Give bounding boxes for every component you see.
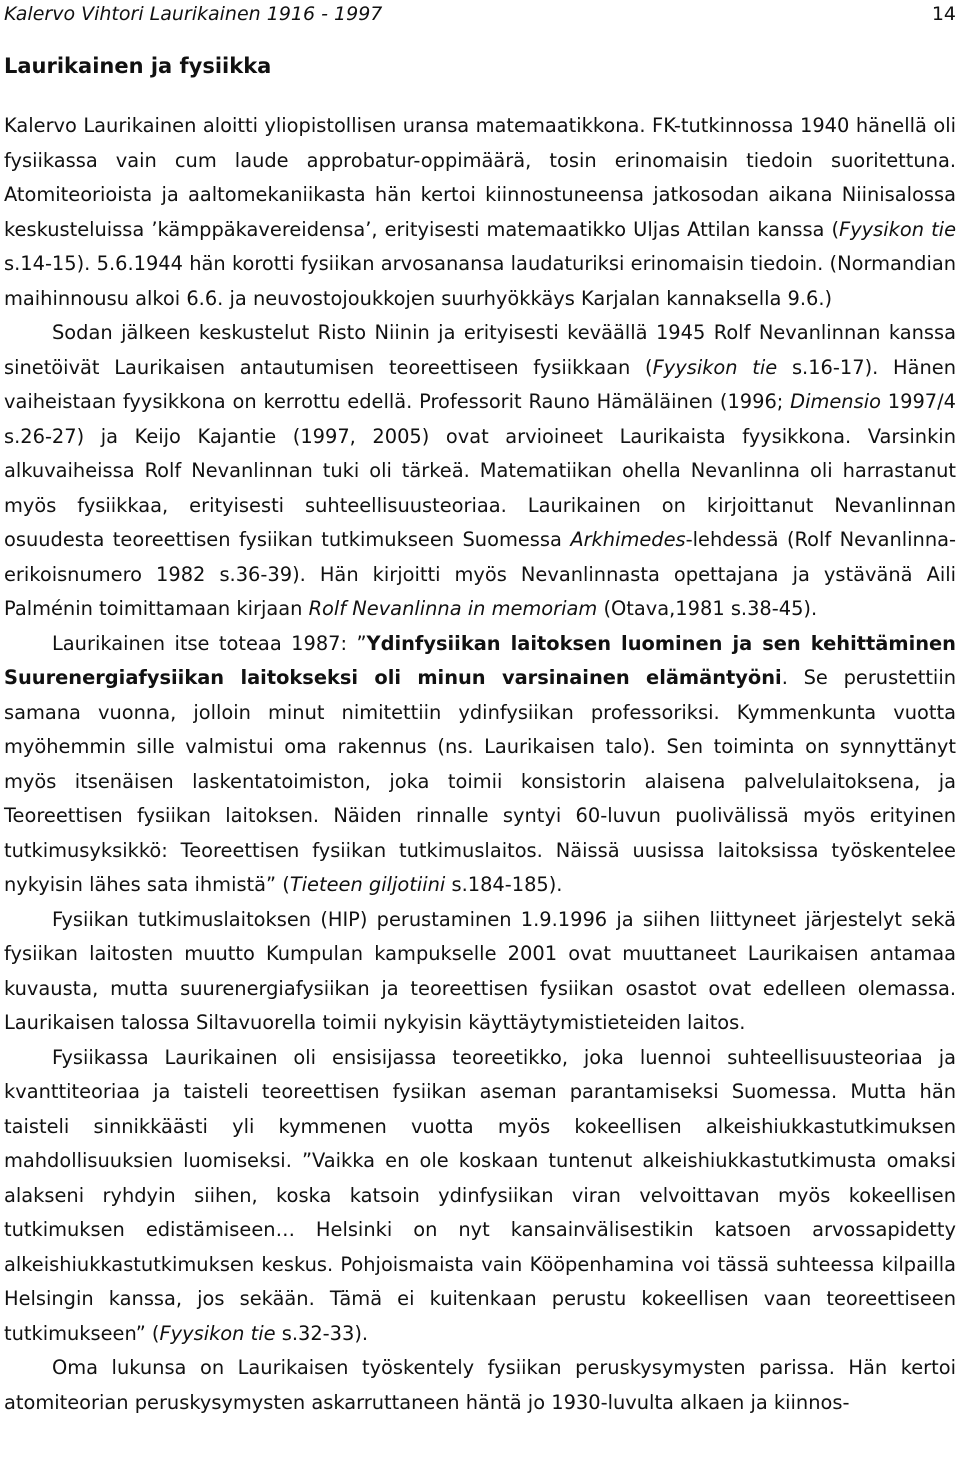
paragraph-4 — [4, 903, 956, 1041]
text-run: Kalervo Laurikainen aloitti yliopistollisen uransa matemaatikkona. FK-tutkinnossa 1940 hänellä oli fysiikassa vain cum laude approbatur-oppimäärä, tosin erinomaisin tiedoin suoritettuna. Atomiteorioista ja aaltomekaniikasta hän kertoi kiinnostuneensa jatkosodan aikana Niinisalossa keskusteluissa ’kämppäkavereidensa’, erityisesti matemaatikko Uljas Attilan kanssa ( — [4, 114, 956, 241]
text-run: Oma lukunsa on Laurikaisen työskentely fysiikan peruskysymysten parissa. Hän kertoi atomiteorian peruskysymysten askarruttaneen häntä jo 1930-luvulta alkaen ja kiinnos- — [4, 1356, 956, 1414]
text-run: 1997/4 s.26-27) ja Keijo Kajantie (1997, 2005) ovat arvioineet Laurikaista fyysikkona. Varsinkin alkuvaiheissa Rolf Nevanlinnan tuki oli tärkeä. Matematiikan ohella Nevanlinna oli harrastanut myös fysiikkaa, erityisesti suhteellisuusteoriaa. Laurikainen on kirjoittanut Nevanlinnan osuudesta teoreettisen fysiikan tutkimukseen Suomessa — [4, 390, 956, 551]
paragraph-6 — [4, 1351, 956, 1420]
text-run: Sodan jälkeen keskustelut Risto Niinin ja erityisesti keväällä 1945 Rolf Nevanlinnan kanssa sinetöivät Laurikaisen antautumisen teoreettiseen fysiikkaan ( — [4, 321, 956, 379]
paragraph-1 — [4, 109, 956, 316]
page-number: 14 — [931, 3, 956, 25]
text-run: s.184-185). — [445, 873, 563, 896]
book-title-citation: Fyysikon tie — [159, 1321, 276, 1345]
journal-title-citation: Arkhimedes — [570, 528, 686, 551]
text-run: s.16-17). Hänen vaiheistaan fyysikkona on kerrottu edellä. Professorit Rauno Hämäläinen (1996; — [4, 355, 956, 413]
running-title: Kalervo Vihtori Laurikainen 1916 - 1997 — [4, 3, 383, 25]
book-title-citation: Fyysikon tie — [839, 217, 956, 241]
section-title: Laurikainen ja fysiikka — [4, 54, 272, 78]
body-text — [4, 109, 956, 1420]
text-run: s.14-15). 5.6.1944 hän korotti fysiikan arvosanansa laudaturiksi erinomaisin tiedoin. (Normandian maihinnousu alkoi 6.6. ja neuvostojoukkojen suurhyökkäys Karjalan kannaksella 9.6.) — [4, 252, 956, 310]
text-run: Laurikainen itse toteaa 1987: ” — [52, 631, 367, 655]
text-run: -lehdessä (Rolf Nevanlinna-erikoisnumero 1982 s.36-39). Hän kirjoitti myös Nevanlinnasta opettajana ja ystävänä Aili Palménin toimittamaan kirjaan — [4, 528, 956, 620]
paragraph-2 — [4, 316, 956, 627]
journal-title-citation: Dimensio — [790, 390, 881, 413]
text-run: s.32-33). — [275, 1321, 369, 1345]
bold-quote: Ydinfysiikan laitoksen luominen ja sen kehittäminen Suurenergiafysiikan laitokseksi oli minun varsinainen elämäntyöni — [4, 631, 956, 689]
paragraph-5 — [4, 1041, 956, 1352]
paragraph-3 — [4, 627, 956, 903]
text-run: . Se perustettiin samana vuonna, jolloin minut nimitettiin ydinfysiikan professoriksi. Kymmenkunta vuotta myöhemmin sille valmistui oma rakennus (ns. Laurikaisen talo). Sen toiminta on synnyttänyt myös itsenäisen laskentatoimiston, joka toimii konsistorin alaisena palvelulaitoksena, ja Teoreettisen fysiikan laitoksen. Näiden rinnalle syntyi 60-luvun puolivälissä myös erityinen tutkimusyksikkö: Teoreettisen fysiikan tutkimuslaitos. Näissä uusissa laitoksissa työskentelee nykyisin lähes sata ihmistä” ( — [4, 666, 956, 896]
text-run: Fysiikan tutkimuslaitoksen (HIP) perustaminen 1.9.1996 ja siihen liittyneet järjestelyt sekä fysiikan laitosten muutto Kumpulan kampukselle 2001 ovat muuttaneet Laurikaisen antamaa kuvausta, mutta suurenergiafysiikan ja teoreettisen fysiikan osastot ovat edelleen olemassa. Laurikaisen talossa Siltavuorella toimii nykyisin käyttäytymistieteiden laitos. — [4, 907, 956, 1034]
book-title-citation: Tieteen giljotiini — [289, 873, 446, 896]
book-title-citation: Fyysikon tie — [652, 355, 778, 379]
text-run: Fysiikassa Laurikainen oli ensisijassa teoreetikko, joka luennoi suhteellisuusteoriaa ja kvanttiteoriaa ja taisteli teoreettisen fysiikan aseman parantamiseksi Suomessa. Mutta hän taisteli sinnikkäästi yli kymmenen vuotta myös kokeellisen alkeishiukkastutkimuksen mahdollisuuksien luomiseksi. ”Vaikka en ole koskaan tuntenut alkeishiukkastutkimusta omaksi alakseni ryhdyin siihen, koska katsoin ydinfysiikan viran velvoittavan myös kokeellisen tutkimuksen edistämiseen… Helsinki on nyt kansainvälisestikin katsoen arvossapidetty alkeishiukkastutkimuksen keskus. Pohjoismaista vain Kööpenhamina voi tässä suhteessa kilpailla Helsingin kanssa, jos sekään. Tämä ei kuitenkaan perustu kokeellisen vaan teoreettiseen tutkimukseen” ( — [4, 1045, 956, 1345]
text-run: (Otava,1981 s.38-45). — [597, 597, 818, 620]
running-header — [4, 0, 956, 28]
book-title-citation: Rolf Nevanlinna in memoriam — [308, 597, 598, 620]
